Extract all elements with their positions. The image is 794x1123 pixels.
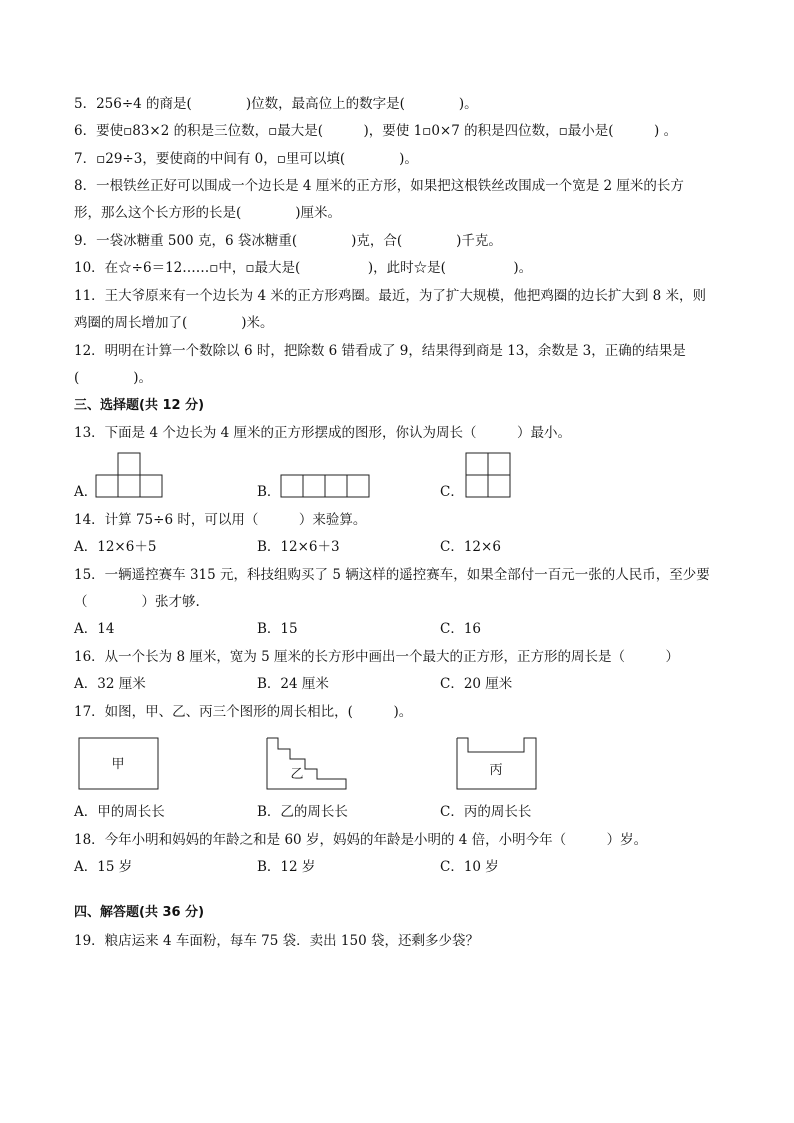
q17-figure-jia <box>78 737 160 791</box>
question-8-line2: 形，那么这个长方形的长是( )厘米。 <box>74 205 342 221</box>
q14-option-c: C．12×6 <box>440 539 501 555</box>
question-11-line1: 11．王大爷原来有一个边长为 4 米的正方形鸡圈。最近，为了扩大规模，他把鸡圈的边长扩大到 8 米，则 <box>74 288 707 304</box>
q13-figure-a <box>95 452 167 498</box>
q17-option-a: A．甲的周长长 <box>74 804 165 820</box>
question-13: 13．下面是 4 个边长为 4 厘米的正方形摆成的图形，你认为周长（ ）最小。 <box>74 425 572 441</box>
q13-figure-b <box>280 474 372 498</box>
question-8-line1: 8．一根铁丝正好可以围成一个边长是 4 厘米的正方形，如果把这根铁丝改围成一个宽是 2 厘米的长方 <box>74 178 684 194</box>
q17-figure-bing <box>456 737 538 791</box>
q16-option-a: A．32 厘米 <box>74 676 146 692</box>
q16-option-c: C．20 厘米 <box>440 676 513 692</box>
question-7: 7．▫29÷3，要使商的中间有 0，▫里可以填( )。 <box>74 151 418 167</box>
question-15-line2: （ ）张才够. <box>74 594 200 610</box>
q13-option-a-label: A． <box>74 484 98 500</box>
q16-option-b: B．24 厘米 <box>257 676 329 692</box>
q18-option-c: C．10 岁 <box>440 859 499 875</box>
question-15-line1: 15．一辆遥控赛车 315 元，科技组购买了 5 辆这样的遥控赛车，如果全部付一百元一张的人民币，至少要 <box>74 567 710 583</box>
question-11-line2: 鸡圈的周长增加了( )米。 <box>74 315 274 331</box>
question-19: 19．粮店运来 4 车面粉，每车 75 袋．卖出 150 袋，还剩多少袋？ <box>74 933 479 949</box>
question-9: 9．一袋冰糖重 500 克，6 袋冰糖重( )克，合( )千克。 <box>74 233 502 249</box>
section-4-heading: 四、解答题(共 36 分) <box>74 905 205 920</box>
question-10: 10．在☆÷6＝12……▫中，▫最大是( )，此时☆是( )。 <box>74 260 533 276</box>
q17-option-c: C．丙的周长长 <box>440 804 532 820</box>
q17-figure-yi <box>266 737 348 791</box>
q17-option-b: B．乙的周长长 <box>257 804 348 820</box>
q14-option-b: B．12×6＋3 <box>257 539 340 555</box>
question-6: 6．要使▫83×2 的积是三位数，▫最大是( )，要使 1▫0×7 的积是四位数，▫最小是( ) 。 <box>74 123 678 139</box>
question-12-line1: 12．明明在计算一个数除以 6 时，把除数 6 错看成了 9，结果得到商是 13，余数是 3，正确的结果是 <box>74 343 686 359</box>
q13-option-b-label: B． <box>257 484 281 500</box>
q17-figure-jia-label: 甲 <box>111 757 125 772</box>
q15-option-c: C．16 <box>440 621 482 637</box>
question-5: 5．256÷4 的商是( )位数，最高位上的数字是( )。 <box>74 96 478 112</box>
question-12-line2: ( )。 <box>74 370 153 386</box>
question-17: 17．如图，甲、乙、丙三个图形的周长相比，( )。 <box>74 704 413 720</box>
question-16: 16．从一个长为 8 厘米，宽为 5 厘米的长方形中画出一个最大的正方形，正方形的周长是（ ） <box>74 649 680 665</box>
q18-option-a: A．15 岁 <box>74 859 133 875</box>
question-18: 18．今年小明和妈妈的年龄之和是 60 岁，妈妈的年龄是小明的 4 倍，小明今年（ ）岁。 <box>74 832 648 848</box>
q14-option-a: A．12×6＋5 <box>74 539 157 555</box>
section-3-heading: 三、选择题(共 12 分) <box>74 398 205 413</box>
q17-figure-yi-label: 乙 <box>290 767 304 782</box>
q17-figure-bing-label: 丙 <box>489 763 503 778</box>
q15-option-a: A．14 <box>74 621 115 637</box>
q15-option-b: B．15 <box>257 621 298 637</box>
q18-option-b: B．12 岁 <box>257 859 316 875</box>
q13-option-c-label: C． <box>440 484 464 500</box>
question-14: 14．计算 75÷6 时，可以用（ ）来验算。 <box>74 512 367 528</box>
q13-figure-c <box>465 452 513 498</box>
